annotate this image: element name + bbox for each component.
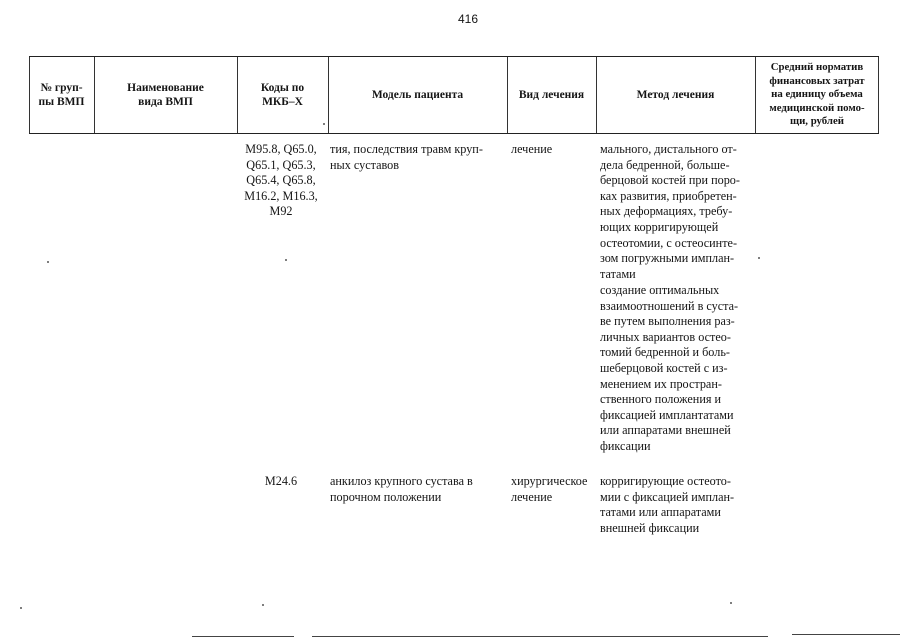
row1-method-1: мального, дистального от- дела бедренной, больше- берцовой костей при поро- ках развития, приобретен- ных деформациях, требу- ющих корригирующей остеотомии, с остеосинте- зом погружными имплан- татами	[600, 142, 740, 281]
row2-method-1: корригирующие остеото- мии с фиксацией имплан- татами или аппаратами внешней фиксации	[600, 474, 735, 535]
header-group-number: № груп- пы ВМП	[38, 82, 85, 108]
scan-speck	[758, 257, 760, 259]
column-divider	[755, 57, 756, 133]
scan-speck	[285, 259, 287, 261]
header-treatment-method: Метод лечения	[636, 89, 715, 101]
header-vmp-type: Наименование вида ВМП	[127, 82, 204, 108]
row1-patient-model: тия, последствия травм круп- ных суставов	[330, 142, 483, 172]
page-bottom-rule	[312, 636, 768, 637]
scan-speck	[262, 604, 264, 606]
table-header	[29, 56, 879, 134]
column-divider	[328, 57, 329, 133]
row2-icd-codes: M24.6	[264, 474, 298, 488]
column-divider	[507, 57, 508, 133]
row2-patient-model: анкилоз крупного сустава в порочном положении	[330, 474, 473, 504]
header-icd-codes: Коды по МКБ–Х	[260, 82, 305, 108]
row1-treatment-type: лечение	[511, 142, 553, 156]
row1-method-2: создание оптимальных взаимоотношений в суста- ве путем выполнения раз- личных вариантов остео- томий бедренной и боль- шеберцовой костей с из- менением их простран- ственного положения и фиксацией имплантатами или аппаратами внешней фиксации	[600, 283, 739, 453]
column-divider	[596, 57, 597, 133]
header-patient-model: Модель пациента	[371, 89, 464, 101]
table-border-right	[878, 57, 879, 133]
page-bottom-rule	[792, 634, 900, 635]
scan-speck	[47, 261, 49, 263]
scan-speck	[323, 123, 325, 125]
scan-speck	[20, 607, 22, 609]
header-treatment-type: Вид лечения	[518, 89, 585, 101]
page-bottom-rule	[192, 636, 294, 637]
page-number: 416	[457, 12, 479, 26]
header-cost-standard: Средний норматив финансовых затрат на единицу объема медицинской помо- щи, рублей	[769, 61, 865, 128]
column-divider	[94, 57, 95, 133]
row1-icd-codes: M95.8, Q65.0, Q65.1, Q65.3, Q65.4, Q65.8, M16.2, M16.3, M92	[244, 142, 318, 219]
row2-treatment-type: хирургическое лечение	[511, 474, 588, 504]
table-border-left	[29, 57, 30, 133]
column-divider	[237, 57, 238, 133]
scan-speck	[730, 602, 732, 604]
